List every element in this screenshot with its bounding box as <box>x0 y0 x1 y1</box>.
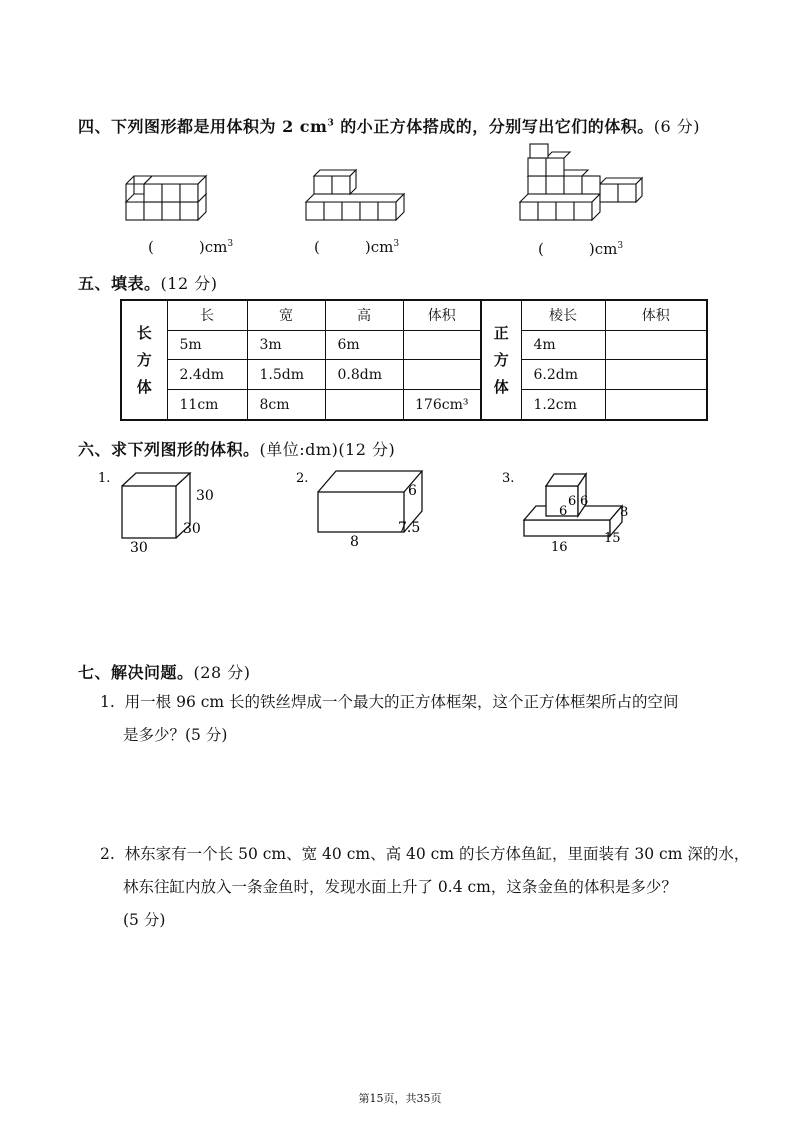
header-cube-volume: 体积 <box>605 300 707 330</box>
dim-base-height: 8 <box>620 505 629 520</box>
cell-edge: 6.2dm <box>521 360 605 390</box>
cell-edge: 4m <box>521 330 605 360</box>
problem-text: (5 分) <box>123 911 166 929</box>
cube-figure <box>90 466 230 556</box>
fill-in-table <box>120 299 708 421</box>
cube-stack-figure-3 <box>516 142 652 226</box>
cell-volume[interactable] <box>403 360 481 390</box>
cell-edge: 1.2cm <box>521 390 605 420</box>
cube-label: 正 方 体 <box>481 300 521 420</box>
header-height: 高 <box>325 300 403 330</box>
header-width: 宽 <box>247 300 325 330</box>
cell-cube-volume[interactable] <box>605 390 707 420</box>
cuboid-label: 长 方 体 <box>121 300 167 420</box>
dim-depth: 7.5 <box>398 520 421 536</box>
problem-2 <box>100 838 760 937</box>
table-row <box>121 360 707 390</box>
cell-height[interactable] <box>325 390 403 420</box>
figure-number: 3. <box>502 471 515 486</box>
section5-title: 五、填表。(12 分) <box>78 274 218 293</box>
cell-width: 8cm <box>247 390 325 420</box>
cell-width: 3m <box>247 330 325 360</box>
table-row <box>121 330 707 360</box>
problem-text: 林东家有一个长 50 cm、宽 40 cm、高 40 cm 的长方体鱼缸，里面装有 30 cm 深的水， <box>124 845 750 863</box>
cell-height: 6m <box>325 330 403 360</box>
table-row <box>121 390 707 420</box>
dim-height: 6 <box>408 483 417 499</box>
cell-length: 5m <box>167 330 247 360</box>
section6-title: 六、求下列图形的体积。(单位:dm)(12 分) <box>78 440 396 459</box>
cuboid-figure <box>292 466 442 548</box>
cube-stack-figure-2 <box>300 166 418 224</box>
problem-number: 2. <box>100 845 115 863</box>
dim-top-height: 6 <box>568 494 577 509</box>
figure-number: 1. <box>98 471 111 486</box>
problem-1 <box>100 686 740 752</box>
section7-title: 七、解决问题。(28 分) <box>78 663 251 682</box>
cell-volume[interactable] <box>403 330 481 360</box>
answer-blank-2[interactable]: ( )$cm^3$ <box>314 238 400 256</box>
cell-width: 1.5dm <box>247 360 325 390</box>
problem-text: 是多少？(5 分) <box>123 726 228 744</box>
answer-blank-1[interactable]: ( )$cm^3$ <box>148 238 234 256</box>
dim-length: 8 <box>350 534 359 548</box>
dim-base-depth: 15 <box>604 531 621 546</box>
header-volume: 体积 <box>403 300 481 330</box>
problem-text: 用一根 96 cm 长的铁丝焊成一个最大的正方体框架，这个正方体框架所占的空间 <box>124 693 679 711</box>
dim-depth: 30 <box>183 521 201 537</box>
composite-figure <box>496 466 656 558</box>
cell-height: 0.8dm <box>325 360 403 390</box>
cell-length: 11cm <box>167 390 247 420</box>
header-edge: 棱长 <box>521 300 605 330</box>
dim-length: 30 <box>130 540 148 556</box>
cell-cube-volume[interactable] <box>605 330 707 360</box>
cell-length: 2.4dm <box>167 360 247 390</box>
problem-number: 1. <box>100 693 115 711</box>
header-length: 长 <box>167 300 247 330</box>
dim-top-depth: 6 <box>580 494 589 509</box>
dim-height: 30 <box>196 488 214 504</box>
section4-title: 四、下列图形都是用体积为 2 $cm^3$ 的小正方体搭成的，分别写出它们的体积。(6 分) <box>78 117 701 136</box>
answer-blank-3[interactable]: ( )$cm^3$ <box>538 240 624 258</box>
dim-base-length: 16 <box>551 540 568 555</box>
problem-text: 林东往缸内放入一条金鱼时，发现水面上升了 0.4 cm，这条金鱼的体积是多少？ <box>123 878 677 896</box>
figure-number: 2. <box>296 471 309 486</box>
dim-top-length: 6 <box>559 504 568 519</box>
cell-cube-volume[interactable] <box>605 360 707 390</box>
cube-stack-figure-1 <box>120 162 220 224</box>
cell-volume: 176cm³ <box>403 390 481 420</box>
page-number: 第15页，共35页 <box>358 1092 442 1105</box>
